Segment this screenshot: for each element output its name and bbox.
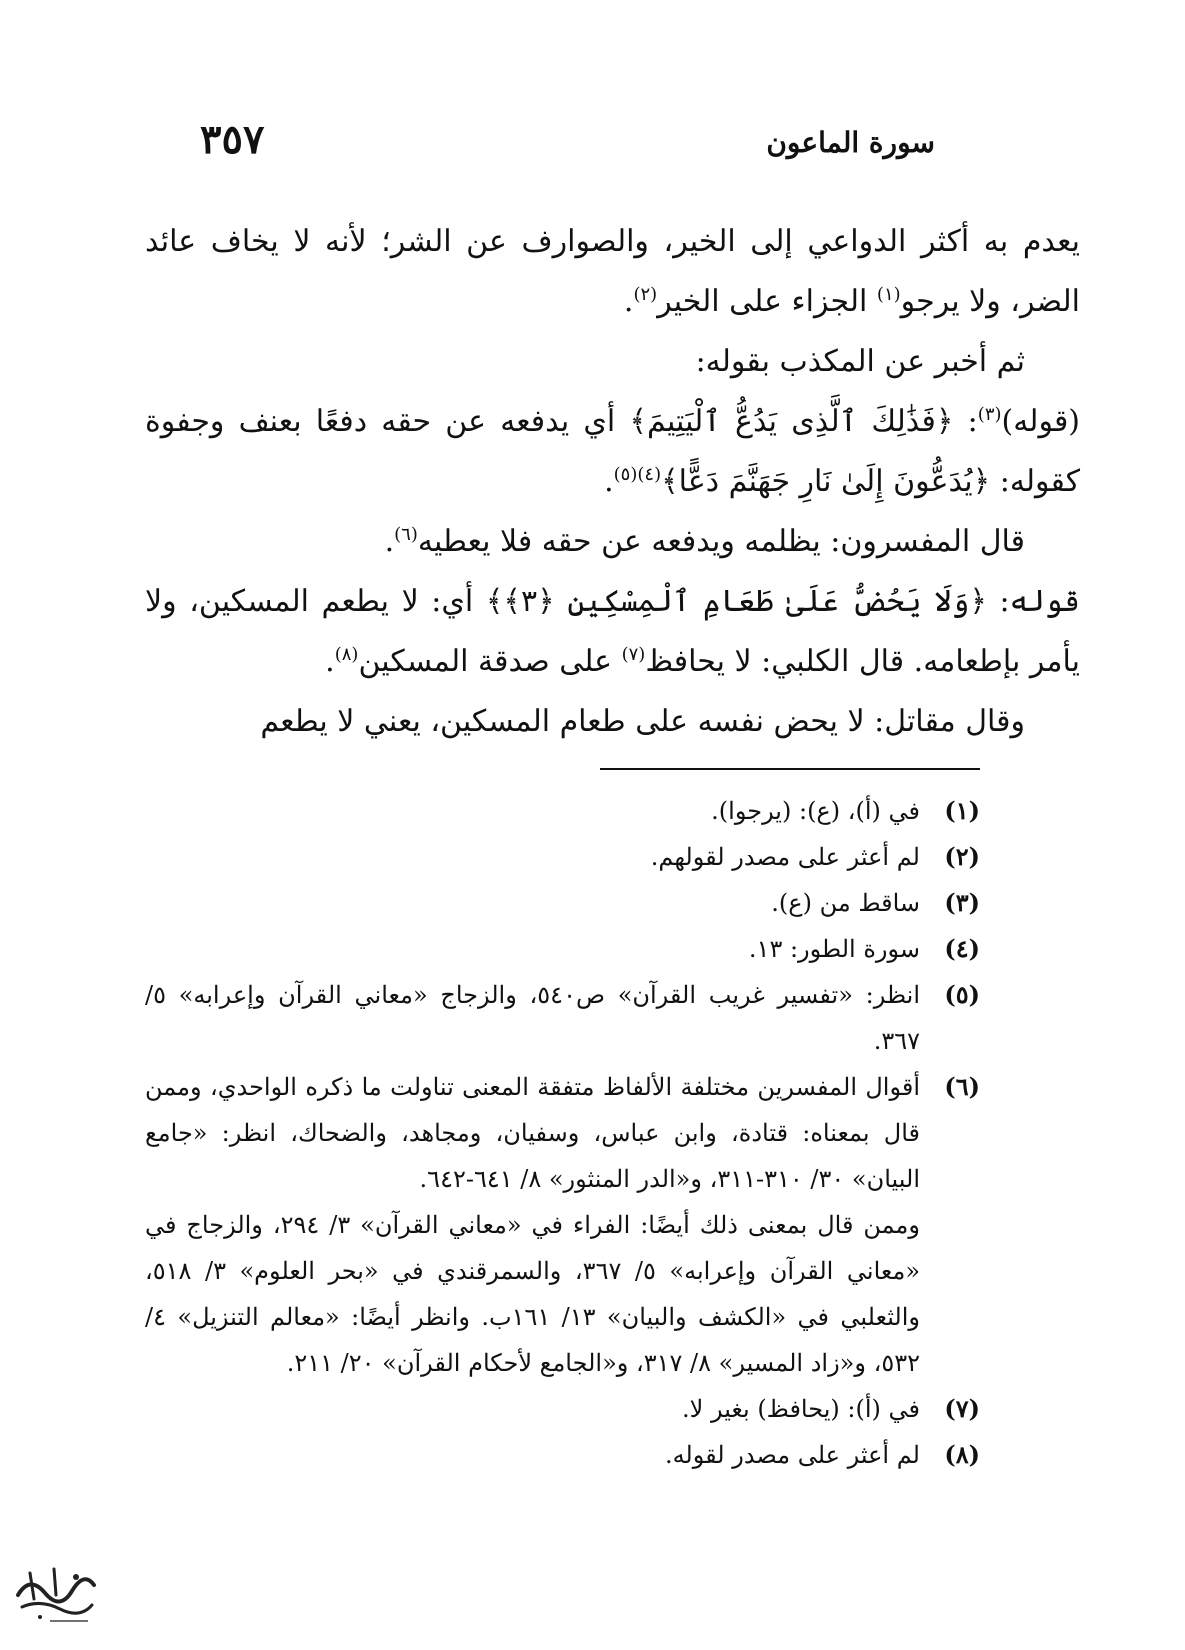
footnote-text: لم أعثر على مصدر لقوله.	[664, 1441, 920, 1469]
surah-title: سورة الماعون	[766, 126, 935, 159]
footnote-number	[920, 1202, 980, 1386]
footnote-ref: (٦)	[394, 524, 418, 545]
footnote-ref: (٨)	[334, 644, 359, 665]
page-number: ٣٥٧	[200, 116, 265, 163]
footnote-number: (٢)	[944, 842, 980, 871]
footnote-text: وممن قال بمعنى ذلك أيضًا: الفراء في «معاني القرآن» ٣/ ٢٩٤، والزجاج في «معاني القرآن وإعرابه» ٥/ ٣٦٧، والسمرقندي في «بحر العلوم» ٣/ ٥١٨، والثعلبي في «الكشف والبيان» ١٣/ ١٦١ب. وانظر أيضًا: «معالم التنزيل» ٤/ ٥٣٢، و«زاد المسير» ٨/ ٣١٧، و«الجامع لأحكام القرآن» ٢٠/ ٢١١.	[145, 1211, 921, 1377]
text-span: أي يدفعه عن حقه دفعًا	[315, 404, 630, 439]
footnote-text: أقوال المفسرين مختلفة الألفاظ متفقة المعنى تناولت ما ذكره الواحدي، وممن قال بمعناه: قتادة، وابن عباس، وسفيان، ومجاهد، والضحاك، انظر: «جامع البيان» ٣٠/ ٣١٠-٣١١، و«الدر المنثور» ٨/ ٦٤١-٦٤٢.	[145, 1073, 920, 1193]
footnote-item	[145, 1432, 980, 1478]
footnote-text: سورة الطور: ١٣.	[748, 935, 920, 963]
footnote-item	[145, 1202, 980, 1386]
footnote-number: (٨)	[944, 1440, 980, 1469]
text-line: ثم أخبر عن المكذب بقوله:	[695, 344, 1025, 379]
footnote-item	[145, 1064, 980, 1202]
logo-graphic	[10, 1555, 100, 1630]
footnote-item	[145, 788, 980, 834]
footnote-ref: (٤)(٥)	[613, 464, 662, 485]
footnote-text: ساقط من (ع).	[771, 889, 920, 917]
text-line: الجزاء على الخير	[657, 284, 877, 319]
text-punct: .	[623, 284, 634, 319]
footnote-text: في (أ)، (ع): (يرجوا).	[711, 797, 920, 825]
text-span: قوله:	[986, 584, 1080, 619]
text-span: أي: لا يطعم المسكين، ولا	[145, 584, 486, 619]
footnote-number: (٥)	[944, 980, 980, 1009]
footnote-ref: (٧)	[621, 644, 646, 665]
main-text	[145, 212, 1080, 752]
footnote-text: في (أ): (يحافظ) بغير لا.	[682, 1395, 920, 1423]
paragraph-2	[145, 332, 1025, 392]
text-span: :	[953, 404, 978, 439]
footnote-item	[145, 834, 980, 880]
text-punct: .	[604, 464, 614, 499]
footnote-item	[145, 926, 980, 972]
page-header	[200, 116, 935, 176]
footnote-divider	[600, 768, 980, 770]
footnote-item	[145, 880, 980, 926]
footnote-item	[145, 972, 980, 1064]
paragraph-1	[145, 212, 1080, 332]
quran-verse: ﴿فَذَٰلِكَ ٱلَّذِى يَدُعُّ ٱلْيَتِيمَ﴾	[629, 404, 954, 439]
footnote-text: انظر: «تفسير غريب القرآن» ص٥٤٠، والزجاج «معاني القرآن وإعرابه» ٥/ ٣٦٧.	[145, 981, 920, 1055]
footnote-item	[145, 1386, 980, 1432]
footnote-number: (٦)	[944, 1072, 980, 1101]
paragraph-8	[145, 692, 1025, 752]
text-span: يأمر بإطعامه. قال الكلبي: لا يحافظ	[645, 644, 1080, 679]
footnote-ref: (٣)	[977, 404, 1002, 425]
text-span: على صدقة المسكين	[358, 644, 622, 679]
footnote-number: (٧)	[944, 1394, 980, 1423]
footnote-number: (١)	[944, 796, 980, 825]
text-span: بعنف وجفوة كقوله:	[145, 404, 1080, 499]
footnote-number: (٤)	[944, 934, 980, 963]
footnote-number: (٣)	[944, 888, 980, 917]
paragraph-5	[145, 512, 1025, 572]
text-punct: .	[384, 524, 395, 559]
text-span: وقال مقاتل: لا يحض نفسه على طعام المسكين، يعني لا يطعم	[260, 704, 1025, 739]
quran-verse: ﴿وَلَا يَحُضُّ عَلَىٰ طَعَامِ ٱلْمِسْكِينِ ﴿٣﴾﴾	[485, 584, 987, 619]
footnote-text: لم أعثر على مصدر لقولهم.	[650, 843, 920, 871]
paragraph-3	[145, 392, 1080, 512]
quran-verse: ﴿يُدَعُّونَ إِلَىٰ نَارِ جَهَنَّمَ دَعًّا﴾	[661, 464, 991, 499]
text-line: الضر، ولا يرجو	[900, 284, 1080, 319]
paragraph-6	[145, 572, 1080, 692]
footnotes-section	[145, 788, 980, 1478]
text-line: يعدم به أكثر الدواعي إلى الخير، والصوارف عن الشر؛ لأنه لا يخاف عائد	[145, 224, 1080, 259]
calligraphy-logo-icon	[10, 1555, 100, 1630]
text-punct: .	[325, 644, 335, 679]
text-span: (قوله)	[1001, 404, 1080, 439]
text-span: قال المفسرون: يظلمه ويدفعه عن حقه فلا يعطيه	[417, 524, 1025, 559]
footnote-ref: (١)	[876, 284, 901, 305]
footnote-ref: (٢)	[633, 284, 658, 305]
